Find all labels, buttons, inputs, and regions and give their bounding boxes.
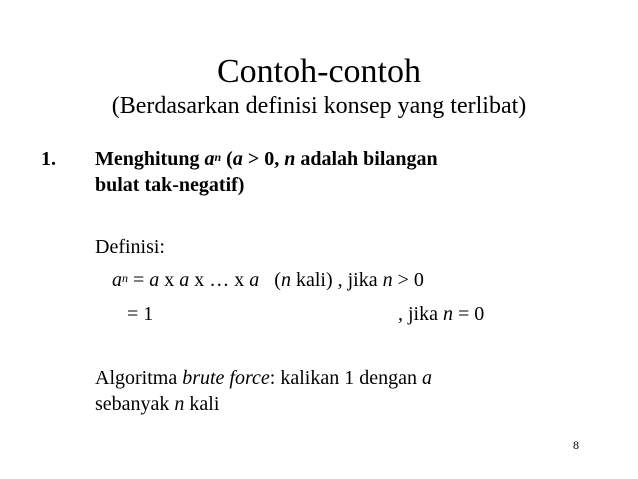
item-number: 1. <box>41 148 56 170</box>
item-heading-line2: bulat tak-negatif) <box>95 174 245 196</box>
definition-formula-line1: $a^n = a$ x a x … x a (n kali) , jika n > 0 <box>112 269 424 291</box>
slide-title: Contoh-contoh <box>217 53 421 90</box>
definition-formula-line2: = 1 <box>127 303 154 325</box>
algorithm-line1: Algoritma brute force: kalikan 1 dengan a <box>95 367 432 389</box>
item-heading-line1: Menghitung $a^n$ (a > 0, n adalah bilangan <box>95 148 438 170</box>
algorithm-line2: sebanyak n kali <box>95 393 220 415</box>
definition-formula-line2-condition: , jika n = 0 <box>398 303 485 325</box>
page-number: 8 <box>573 438 579 452</box>
slide-subtitle: (Berdasarkan definisi konsep yang terlibat) <box>111 93 527 119</box>
definition-label: Definisi: <box>95 236 165 258</box>
